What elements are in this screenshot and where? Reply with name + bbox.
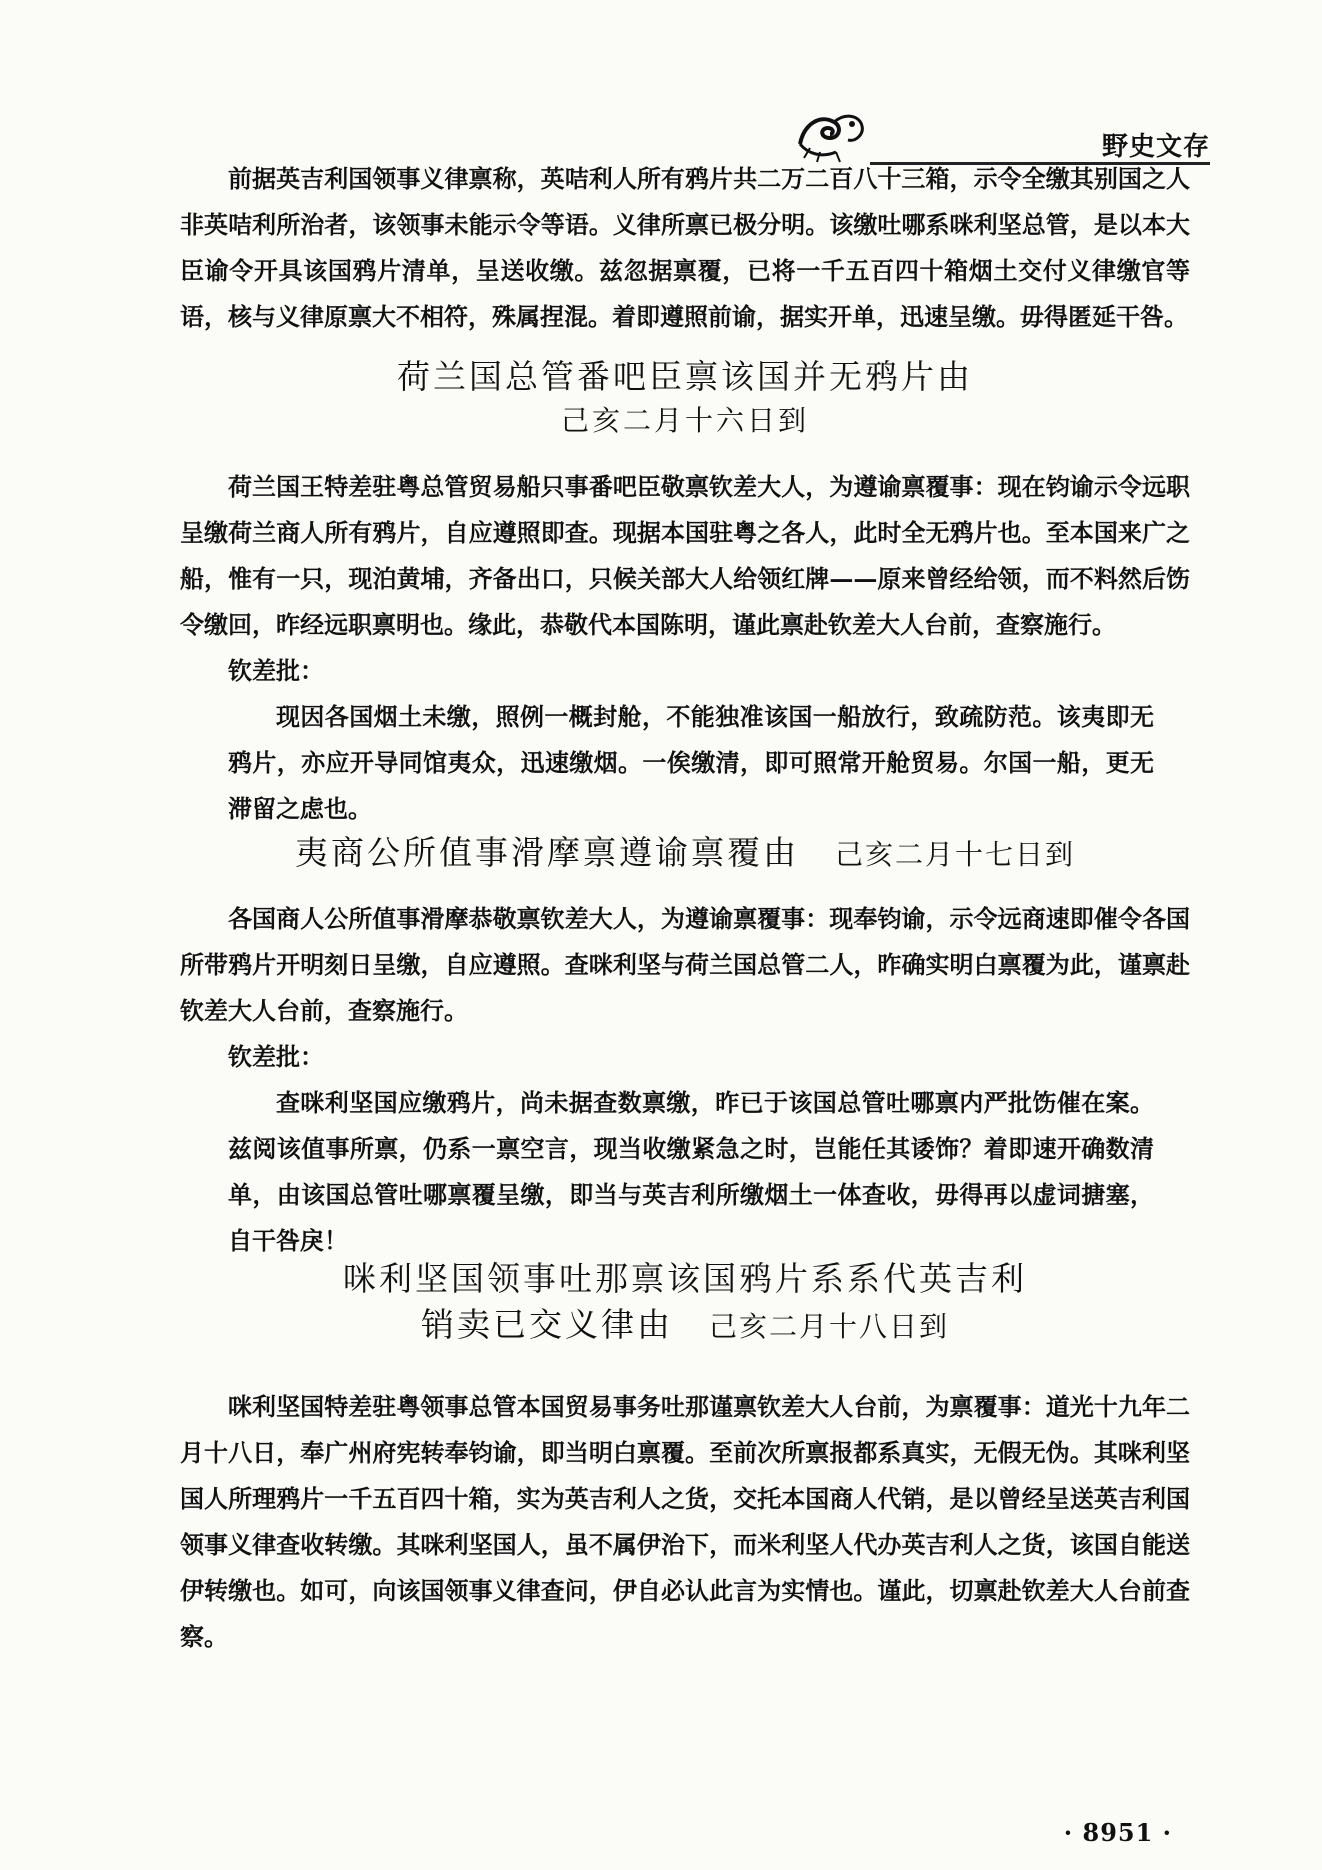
heading-1-date: 己亥二月十六日到 [560,404,809,437]
heading-2 [180,830,1190,878]
heading-1-title: 荷兰国总管番吧臣禀该国并无鸦片由 [397,357,973,396]
heading-3-date: 己亥二月十八日到 [708,1310,949,1343]
series-title: 野史文存 [1101,132,1210,162]
page-number: · 8951 · [1063,1818,1172,1847]
heading-3-title-line2: 销卖已交义律由 [420,1305,673,1344]
paragraph-3: 各国商人公所值事滑摩恭敬禀钦差大人，为遵谕禀覆事：现奉钧谕，示令远商速即催令各国所带鸦片开明刻日呈缴，自应遵照。查咪利坚与荷兰国总管二人，昨确实明白禀覆为此，谨禀赴钦差大人台前，查察施行。 [180,904,1190,1025]
commissioner-reply-label-1: 钦差批： [228,656,324,685]
paragraph-4: 咪利坚国特差驻粤领事总管本国贸易事务吐那谨禀钦差大人台前，为禀覆事：道光十九年二月十八日，奉广州府宪转奉钧谕，即当明白禀覆。至前次所禀报都系真实，无假无伪。其咪利坚国人所理鸦片一千五百四十箱，实为英吉利人之货，交托本国商人代销，是以曾经呈送英吉利国领事义律查收转缴。其咪利坚国人，虽不属伊治下，而米利坚人代办英吉利人之货，该国自能送伊转缴也。如可，向该国领事义律查问，伊自必认此言为实情也。谨此，切禀赴钦差大人台前查察。 [180,1392,1190,1651]
heading-3-title-line1: 咪利坚国领事吐那禀该国鸦片系系代英吉利 [343,1259,1027,1298]
paragraph-1: 前据英吉利国领事义律禀称，英咭利人所有鸦片共二万二百八十三箱，示令全缴其别国之人非英咭利所治者，该领事未能示令等语。义律所禀已极分明。该缴吐哪系咪利坚总管，是以本大臣谕令开具该国鸦片清单，呈送收缴。兹忽据禀覆，已将一千五百四十箱烟土交付义律缴官等语，核与义律原禀大不相符，殊属捏混。着即遵照前谕，据实开单，迅速呈缴。毋得匿延干咎。 [180,164,1190,331]
paragraph-2: 荷兰国王特差驻粤总管贸易船只事番吧臣敬禀钦差大人，为遵谕禀覆事：现在钧谕示令远职呈缴荷兰商人所有鸦片，自应遵照即查。现据本国驻粤之各人，此时全无鸦片也。至本国来广之船，惟有一只，现泊黄埔，齐备出口，只候关部大人给领红牌——原来曾经给领，而不料然后饬令缴回，昨经远职禀明也。缘此，恭敬代本国陈明，谨此禀赴钦差大人台前，查察施行。 [180,472,1190,639]
heading-2-date: 己亥二月十七日到 [834,838,1075,871]
commissioner-reply-1: 现因各国烟土未缴，照例一概封舱，不能独准该国一船放行，致疏防范。该夷即无鸦片，亦应开导同馆夷众，迅速缴烟。一俟缴清，即可照常开舱贸易。尔国一船，更无滞留之虑也。 [228,702,1154,823]
heading-2-title: 夷商公所值事滑摩禀遵谕禀覆由 [294,833,799,872]
commissioner-reply-2: 查咪利坚国应缴鸦片，尚未据查数禀缴，昨已于该国总管吐哪禀内严批饬催在案。兹阅该值事所禀，仍系一禀空言，现当收缴紧急之时，岂能任其诿饰？着即速开确数清单，由该国总管吐哪禀覆呈缴，即当与英吉利所缴烟土一体查收，毋得再以虚词搪塞，自干咎戾！ [228,1088,1154,1255]
heading-3-line2 [180,1302,1190,1350]
dragon-emblem-icon [790,104,870,164]
commissioner-reply-label-2: 钦差批： [228,1042,324,1071]
